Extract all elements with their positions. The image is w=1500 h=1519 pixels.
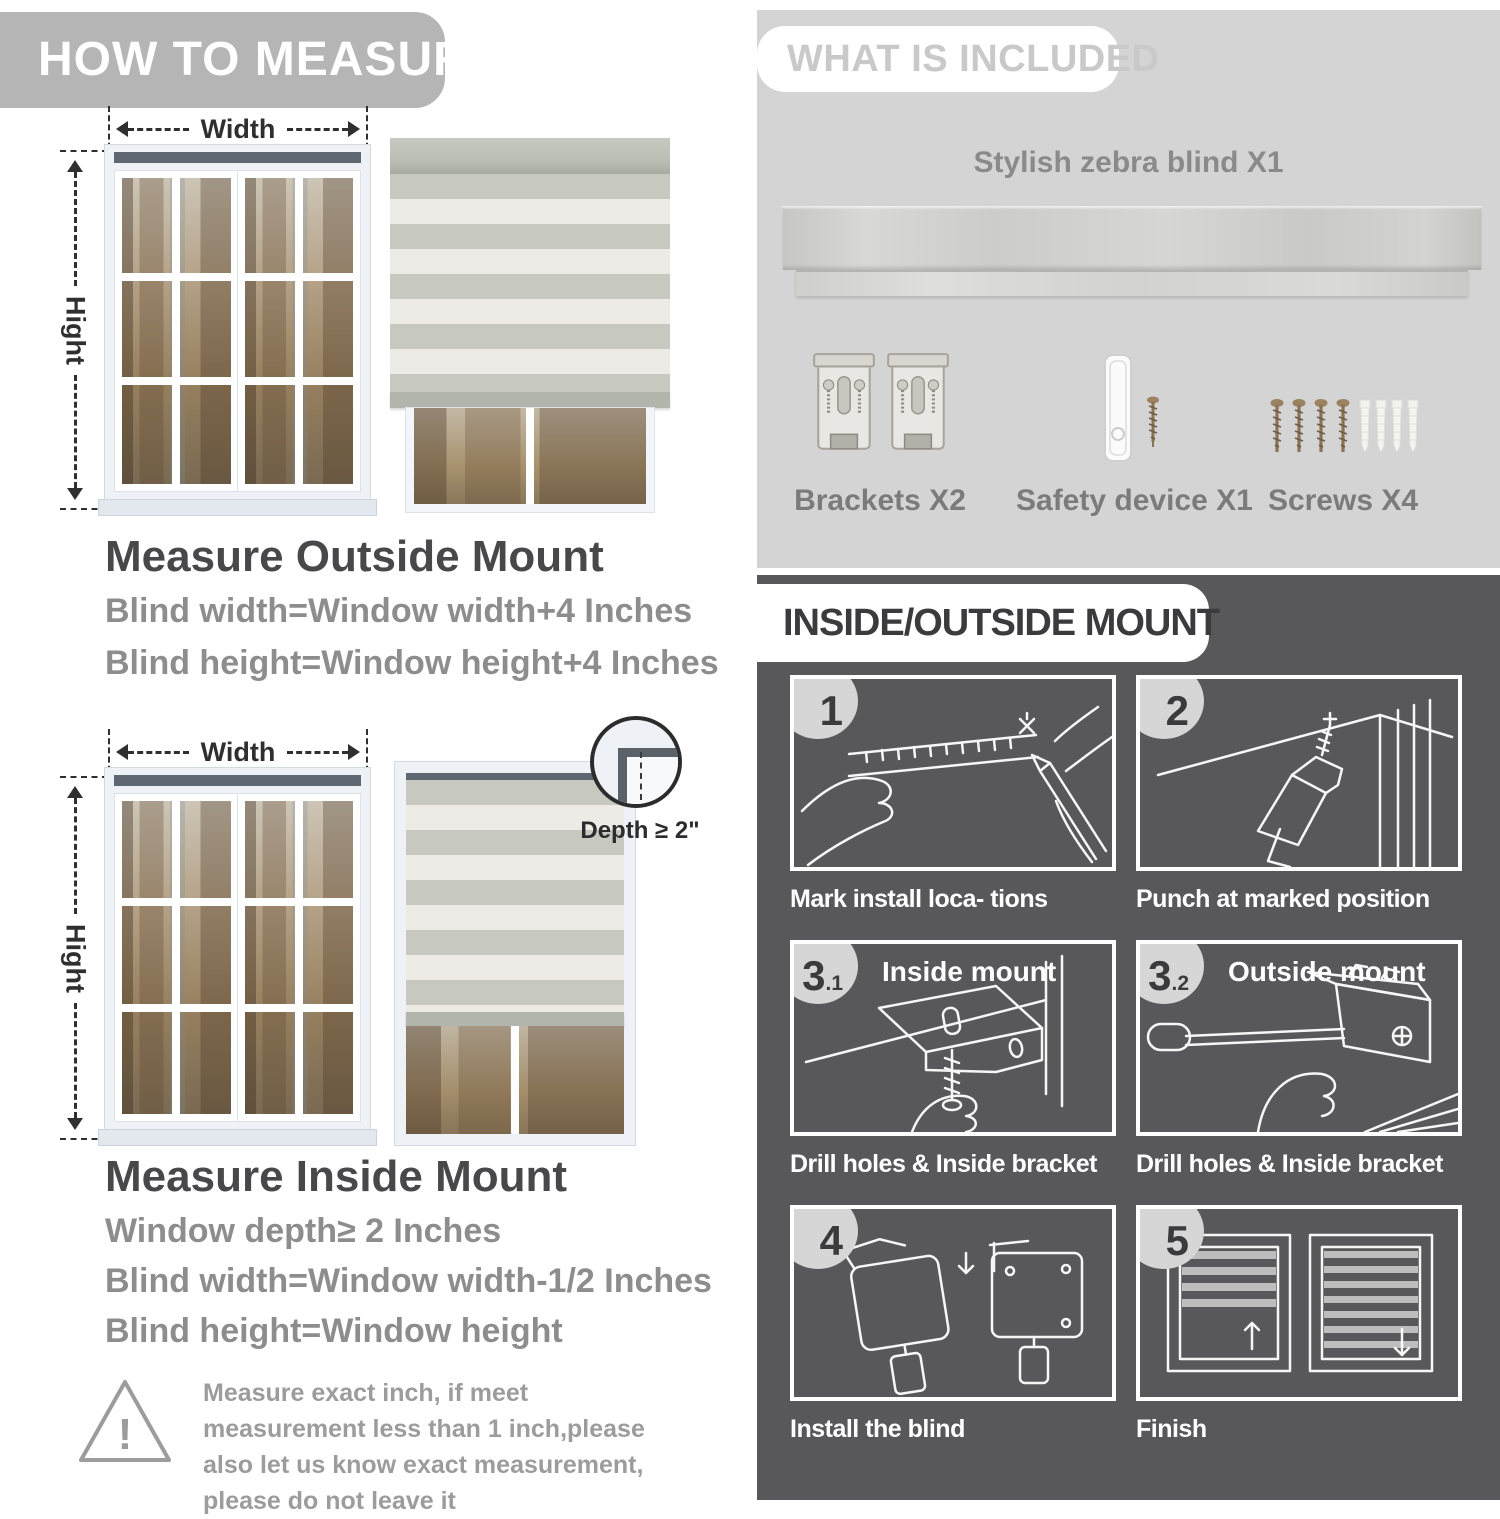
step-1-panel (790, 675, 1116, 871)
zebra-blind-outside-mount-illustration (390, 138, 670, 512)
arrow-left-icon (108, 121, 128, 137)
safety-device-label: Safety device X1 (1016, 484, 1253, 517)
step-number-badge: 4 (790, 1205, 858, 1269)
arrow-down-icon (67, 1118, 83, 1138)
window-casement (238, 794, 361, 1121)
how-to-measure-header: HOW TO MEASURE (0, 12, 445, 108)
dashed-line (74, 375, 77, 489)
inside-mount-heading: Measure Inside Mount (105, 1152, 568, 1201)
window-illustration-inside (105, 768, 370, 1145)
frame-corner-detail (618, 748, 682, 808)
step-number-badge: 3 .2 (1136, 940, 1204, 1004)
step-3-2 (1136, 940, 1462, 1179)
warning-exclamation: ! (117, 1410, 133, 1459)
blind-headrail (390, 138, 670, 174)
height-label: Hight (60, 923, 91, 993)
step-4-caption: Install the blind (790, 1415, 965, 1443)
bracket-icon (886, 350, 950, 458)
screws-label: Screws X4 (1267, 484, 1419, 517)
width-measure-guide-outside (108, 112, 368, 146)
inside-outside-mount-header: INSIDE/OUTSIDE MOUNT (757, 584, 1209, 662)
step-number-badge: 1 (790, 675, 858, 739)
warning-triangle-icon (75, 1375, 175, 1467)
step-number-badge: 2 (1136, 675, 1204, 739)
window-below-blind (406, 408, 654, 512)
height-label: Hight (60, 295, 91, 365)
screws (1271, 399, 1350, 452)
width-label: Width (200, 736, 276, 767)
outside-height-formula: Blind height=Window height+4 Inches (105, 644, 719, 682)
dashed-line (128, 751, 189, 754)
window-below-blind (406, 1026, 624, 1134)
width-label: Width (200, 113, 276, 144)
blind-headrail-image (782, 206, 1482, 270)
window-casement (115, 794, 238, 1121)
blind-bottom-rail (406, 1012, 624, 1026)
step-4-panel (790, 1205, 1116, 1401)
dashed-line (287, 751, 348, 754)
measure-warning (75, 1375, 681, 1519)
screw-icon (1146, 396, 1160, 448)
arrow-left-icon (108, 744, 128, 760)
step-1-caption: Mark install loca- tions (790, 885, 1048, 913)
step-3-1 (790, 940, 1116, 1179)
height-measure-guide-outside (58, 152, 92, 508)
window-sill (99, 1130, 376, 1145)
step-3-1-panel (790, 940, 1116, 1136)
dashed-line (74, 798, 77, 914)
depth-detail-magnifier (590, 716, 682, 808)
window-frame (105, 145, 370, 501)
step-5-caption: Finish (1136, 1415, 1207, 1443)
inside-depth-formula: Window depth≥ 2 Inches (105, 1212, 502, 1250)
blind-bottom-rail (390, 392, 670, 408)
brackets-label: Brackets X2 (794, 484, 966, 517)
depth-callout-label: Depth ≥ 2" (580, 817, 700, 844)
blind-stripes (390, 174, 670, 392)
step-tag: Outside mount (1228, 956, 1426, 987)
window-top-track (114, 775, 361, 786)
arrow-up-icon (67, 152, 83, 172)
width-measure-guide-inside (108, 735, 368, 769)
dashed-line (74, 1003, 77, 1119)
depth-dashed-line (640, 752, 642, 800)
step-tag: Inside mount (882, 956, 1057, 987)
step-5 (1136, 1205, 1462, 1444)
product-label: Stylish zebra blind X1 (973, 146, 1284, 179)
step-4 (790, 1205, 1116, 1444)
window-casement (115, 171, 238, 491)
warning-text: Measure exact inch, if meet measurement less than 1 inch,please also let us know exact measurement, please do not leave it (203, 1379, 645, 1515)
step-2-caption: Punch at marked position (1136, 885, 1430, 913)
wall-anchors (1360, 400, 1418, 452)
window-casement (238, 171, 361, 491)
step-2 (1136, 675, 1462, 914)
dashed-line (287, 128, 348, 131)
inside-width-formula: Blind width=Window width-1/2 Inches (105, 1262, 712, 1300)
what-is-included-header: WHAT IS INCLUDED (757, 26, 1119, 92)
arrow-down-icon (67, 488, 83, 508)
window-frame (105, 768, 370, 1131)
inside-height-formula: Blind height=Window height (105, 1312, 563, 1350)
blind-stripes (406, 780, 624, 1012)
step-3-1-caption: Drill holes & Inside bracket (790, 1150, 1097, 1178)
step-3-2-panel (1136, 940, 1462, 1136)
arrow-up-icon (67, 778, 83, 798)
step-5-panel (1136, 1205, 1462, 1401)
screws-and-anchors-icon (1268, 398, 1420, 460)
step-number-badge: 3 .1 (790, 940, 858, 1004)
dashed-line (74, 172, 77, 286)
outside-mount-heading: Measure Outside Mount (105, 532, 604, 581)
step-1 (790, 675, 1116, 914)
step-2-panel (1136, 675, 1462, 871)
window-illustration-outside (105, 145, 370, 515)
step-number-badge: 5 (1136, 1205, 1204, 1269)
safety-device-icon (1100, 352, 1136, 464)
window-top-track (114, 152, 361, 163)
bracket-icon (812, 350, 876, 458)
blind-bottomrail-image (796, 270, 1468, 296)
dashed-line (128, 128, 189, 131)
step-3-2-caption: Drill holes & Inside bracket (1136, 1150, 1443, 1178)
height-measure-guide-inside (58, 778, 92, 1138)
window-sill (99, 500, 376, 515)
outside-width-formula: Blind width=Window width+4 Inches (105, 592, 693, 630)
